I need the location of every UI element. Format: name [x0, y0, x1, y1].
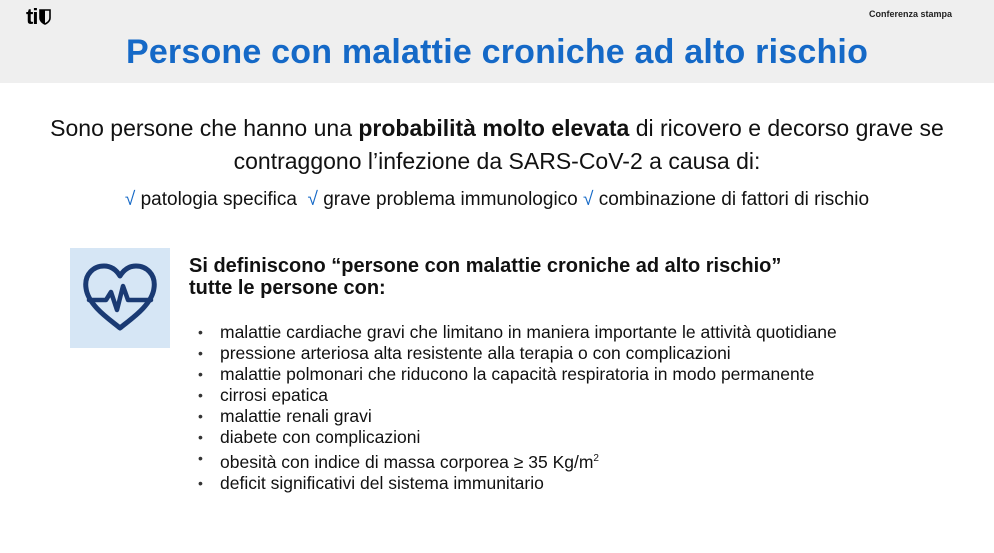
list-item: • pressione arteriosa alta resistente alla terapia o con complicazioni — [198, 343, 837, 364]
criteria-list — [198, 322, 837, 494]
intro-bold-text: probabilità molto elevata — [358, 115, 630, 141]
list-item: • malattie cardiache gravi che limitano in maniera importante le attività quotidiane — [198, 322, 837, 343]
definition-heading — [189, 255, 781, 299]
crest-icon — [39, 9, 51, 25]
list-item: • cirrosi epatica — [198, 385, 837, 406]
high-risk-definition-panel — [177, 248, 926, 498]
list-item: • malattie polmonari che riducono la capacità respiratoria in modo permanente — [198, 364, 837, 385]
list-item — [198, 448, 837, 473]
list-item: • malattie renali gravi — [198, 406, 837, 427]
list-item-text: obesità con indice di massa corporea ≥ 35 Kg/m — [220, 451, 594, 472]
definition-heading-line-2: tutte le persone con: — [189, 277, 386, 299]
page-title: Persone con malattie croniche ad alto rischio — [125, 33, 869, 71]
heart-icon-box — [70, 248, 170, 348]
superscript: 2 — [593, 453, 599, 464]
risk-causes-line — [0, 187, 994, 213]
list-item: • deficit significativi del sistema immunitario — [198, 473, 837, 494]
list-item: • diabete con complicazioni — [198, 427, 837, 448]
intro-text-1: Sono persone che hanno una — [50, 115, 359, 141]
heart-pulse-icon — [82, 262, 158, 334]
definition-heading-line-1: Si definiscono “persone con malattie croniche ad alto rischio” — [189, 255, 782, 277]
ticino-logo — [26, 6, 51, 28]
check-icon: √ — [307, 189, 318, 210]
logo-text: ti — [26, 4, 38, 29]
cause-specific-pathology: patologia specifica — [140, 189, 297, 210]
check-icon: √ — [124, 189, 136, 210]
intro-paragraph — [0, 112, 994, 178]
cause-immunological-problem: grave problema immunologico — [323, 189, 578, 210]
header-label: Conferenza stampa — [868, 9, 952, 19]
intro-text-2: di ricovero e decorso grave se contraggono l’infezione da SARS-CoV-2 a causa di: — [233, 115, 944, 174]
check-icon: √ — [583, 189, 594, 210]
cause-risk-factor-combination: combinazione di fattori di rischio — [598, 189, 870, 210]
